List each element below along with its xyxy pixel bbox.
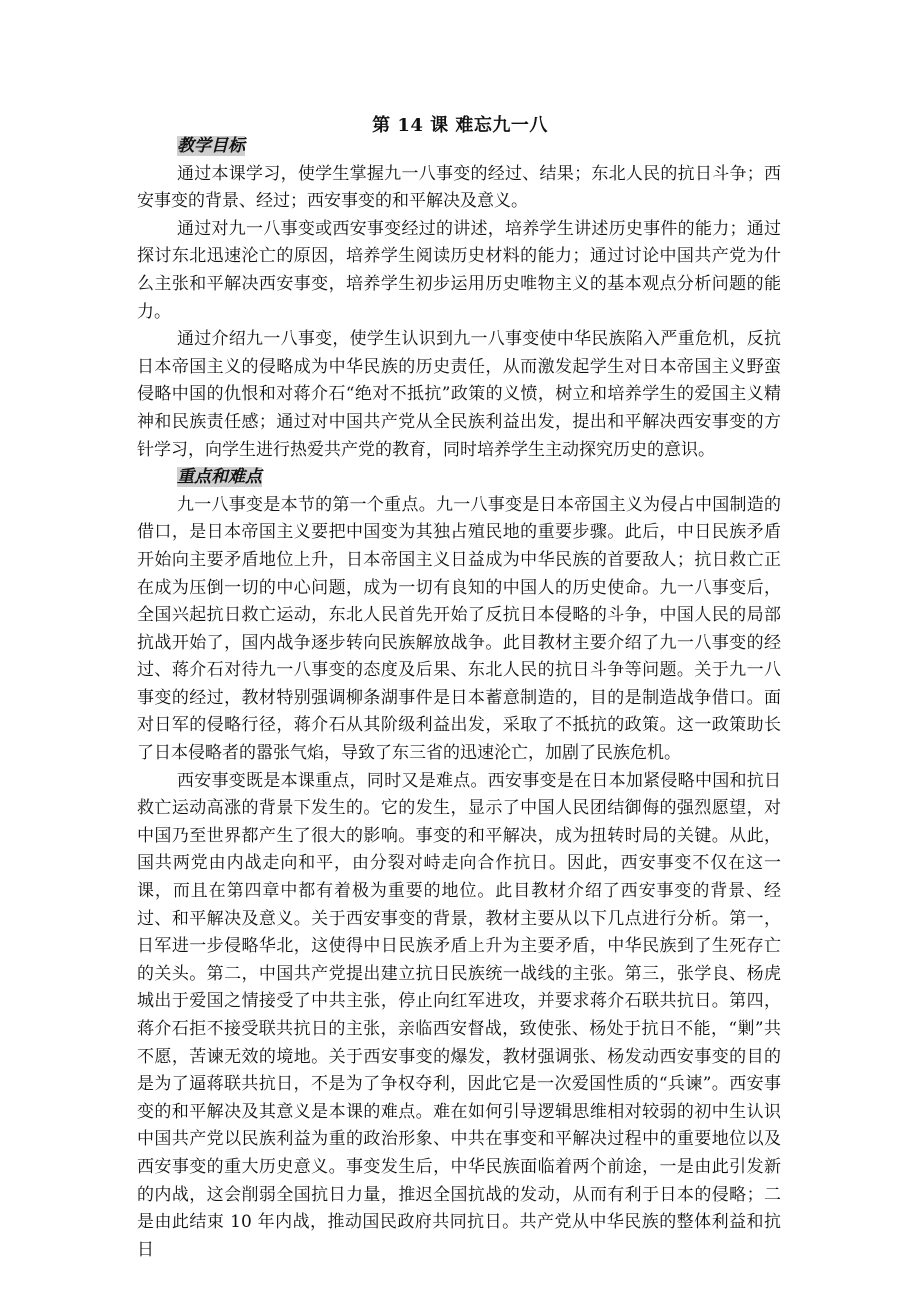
section-heading-label: 教学目标 xyxy=(177,136,245,156)
paragraph: 通过本课学习，使学生掌握九一八事变的经过、结果；东北人民的抗日斗争；西安事变的背景、经过；西安事变的和平解决及意义。 xyxy=(137,163,781,212)
section-heading-key-points xyxy=(137,464,781,492)
lesson-title: 第 14 课 难忘九一八 xyxy=(372,115,548,136)
paragraph: 通过对九一八事变或西安事变经过的讲述，培养学生讲述历史事件的能力；通过探讨东北迅速沦亡的原因，培养学生阅读历史材料的能力；通过讨论中国共产党为什么主张和平解决西安事变，培养学生初步运用历史唯物主义的基本观点分析问题的能力。 xyxy=(137,218,781,322)
section-heading-label: 重点和难点 xyxy=(177,467,262,488)
paragraph: 九一八事变是本节的第一个重点。九一八事变是日本帝国主义为侵占中国制造的借口，是日本帝国主义要把中国变为其独占殖民地的重要步骤。此后，中日民族矛盾开始向主要矛盾地位上升，日本帝国主义日益成为中华民族的首要敌人；抗日救亡正在成为压倒一切的中心问题，成为一切有良知的中国人的历史使命。九一八事变后，全国兴起抗日救亡运动，东北人民首先开始了反抗日本侵略的斗争，中国人民的局部抗战开始了，国内战争逐步转向民族解放战争。此目教材主要介绍了九一八事变的经过、蒋介石对待九一八事变的态度及后果、东北人民的抗日斗争等问题。关于九一八事变的经过，教材特别强调柳条湖事件是日本蓄意制造的，目的是制造战争借口。面对日军的侵略行径，蒋介石从其阶级利益出发，采取了不抵抗的政策。这一政策助长了日本侵略者的嚣张气焰，导致了东三省的迅速沦亡，加剧了民族危机。 xyxy=(137,494,781,764)
document-body xyxy=(137,133,781,1264)
paragraph: 西安事变既是本课重点，同时又是难点。西安事变是在日本加紧侵略中国和抗日救亡运动高涨的背景下发生的。它的发生，显示了中国人民团结御侮的强烈愿望，对中国乃至世界都产生了很大的影响。事变的和平解决，成为扭转时局的关键。从此，国共两党由内战走向和平，由分裂对峙走向合作抗日。因此，西安事变不仅在这一课，而且在第四章中都有着极为重要的地位。此目教材介绍了西安事变的背景、经过、和平解决及意义。关于西安事变的背景，教材主要从以下几点进行分析。第一，日军进一步侵略华北，这使得中日民族矛盾上升为主要矛盾，中华民族到了生死存亡的关头。第二，中国共产党提出建立抗日民族统一战线的主张。第三，张学良、杨虎城出于爱国之情接受了中共主张，停止向红军进攻，并要求蒋介石联共抗日。第四，蒋介石拒不接受联共抗日的主张，亲临西安督战，致使张、杨处于抗日不能，“剿”共不愿，苦谏无效的境地。关于西安事变的爆发，教材强调张、杨发动西安事变的目的是为了逼蒋联共抗日，不是为了争权夺利，因此它是一次爱国性质的“兵谏”。西安事变的和平解决及其意义是本课的难点。难在如何引导逻辑思维相对较弱的初中生认识中国共产党以民族利益为重的政治形象、中共在事变和平解决过程中的重要地位以及西安事变的重大历史意义。事变发生后，中华民族面临着两个前途，一是由此引发新的内战，这会削弱全国抗日力量，推迟全国抗战的发动，从而有利于日本的侵略；二是由此结束 10 年内战，推动国民政府共同抗日。共产党从中华民族的整体利益和抗日 xyxy=(137,770,781,1260)
section-heading-objectives xyxy=(137,133,781,161)
paragraph: 通过介绍九一八事变，使学生认识到九一八事变使中华民族陷入严重危机，反抗日本帝国主义的侵略成为中华民族的历史责任，从而激发起学生对日本帝国主义野蛮侵略中国的仇恨和对蒋介石“绝对不抵抗”政策的义愤，树立和培养学生的爱国主义精神和民族责任感；通过对中国共产党从全民族利益出发，提出和平解决西安事变的方针学习，向学生进行热爱共产党的教育，同时培养学生主动探究历史的意识。 xyxy=(137,329,781,460)
